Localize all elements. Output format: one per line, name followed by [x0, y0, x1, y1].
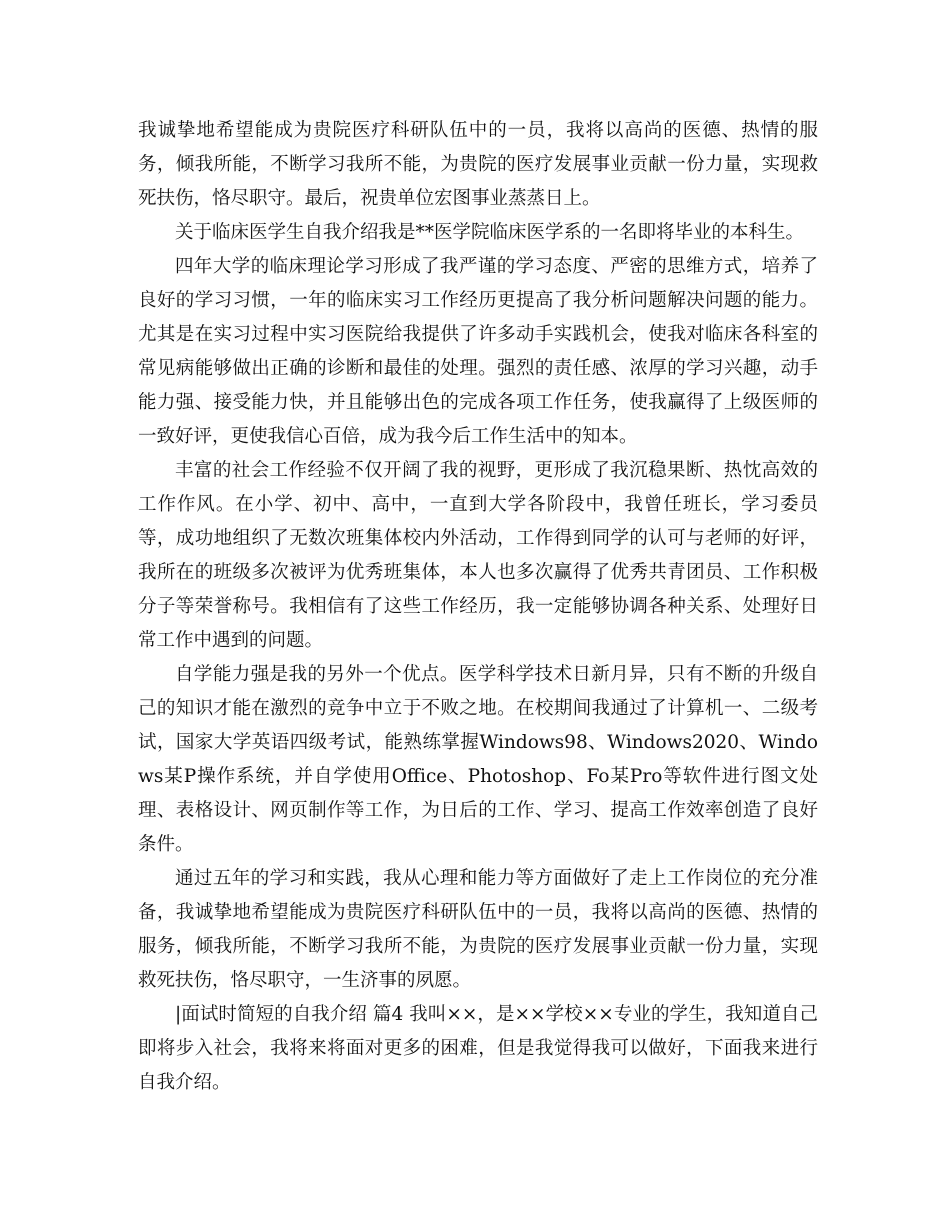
- paragraph-5: 自学能力强是我的另外一个优点。医学科学技术日新月异，只有不断的升级自己的知识才能在激烈的竞争中立于不败之地。在校期间我通过了计算机一、二级考试，国家大学英语四级考试，能熟练掌握Windows98、Windows2020、Windows某P操作系统，并自学使用Office、Photoshop、Fo某Pro等软件进行图文处理、表格设计、网页制作等工作，为日后的工作、学习、提高工作效率创造了良好条件。: [138, 664, 818, 855]
- paragraph-2: 关于临床医学生自我介绍我是**医学院临床医学系的一名即将毕业的本科生。: [175, 222, 805, 243]
- paragraph-7: |面试时简短的自我介绍 篇4 我叫××，是××学校××专业的学生，我知道自己即将步入社会，我将来将面对更多的困难，但是我觉得我可以做好，下面我来进行自我介绍。: [138, 1004, 818, 1093]
- paragraph-1: 我诚挚地希望能成为贵院医疗科研队伍中的一员，我将以高尚的医德、热情的服务，倾我所能，不断学习我所不能，为贵院的医疗发展事业贡献一份力量，实现救死扶伤，恪尽职守。最后，祝贵单位宏图事业蒸蒸日上。: [138, 120, 818, 209]
- paragraph-3: 四年大学的临床理论学习形成了我严谨的学习态度、严密的思维方式，培养了良好的学习习惯，一年的临床实习工作经历更提高了我分析问题解决问题的能力。尤其是在实习过程中实习医院给我提供了许多动手实践机会，使我对临床各科室的常见病能够做出正确的诊断和最佳的处理。强烈的责任感、浓厚的学习兴趣，动手能力强、接受能力快，并且能够出色的完成各项工作任务，使我赢得了上级医师的一致好评，更使我信心百倍，成为我今后工作生活中的知本。: [138, 256, 818, 447]
- paragraph-4: 丰富的社会工作经验不仅开阔了我的视野，更形成了我沉稳果断、热忱高效的工作作风。在小学、初中、高中，一直到大学各阶段中，我曾任班长，学习委员等，成功地组织了无数次班集体校内外活动，工作得到同学的认可与老师的好评，我所在的班级多次被评为优秀班集体，本人也多次赢得了优秀共青团员、工作积极分子等荣誉称号。我相信有了这些工作经历，我一定能够协调各种关系、处理好日常工作中遇到的问题。: [138, 460, 818, 651]
- document-body: [138, 114, 818, 1100]
- paragraph-6: 通过五年的学习和实践，我从心理和能力等方面做好了走上工作岗位的充分准备，我诚挚地希望能成为贵院医疗科研队伍中的一员，我将以高尚的医德、热情的服务，倾我所能，不断学习我所不能，为贵院的医疗发展事业贡献一份力量，实现救死扶伤，恪尽职守，一生济事的夙愿。: [138, 868, 818, 991]
